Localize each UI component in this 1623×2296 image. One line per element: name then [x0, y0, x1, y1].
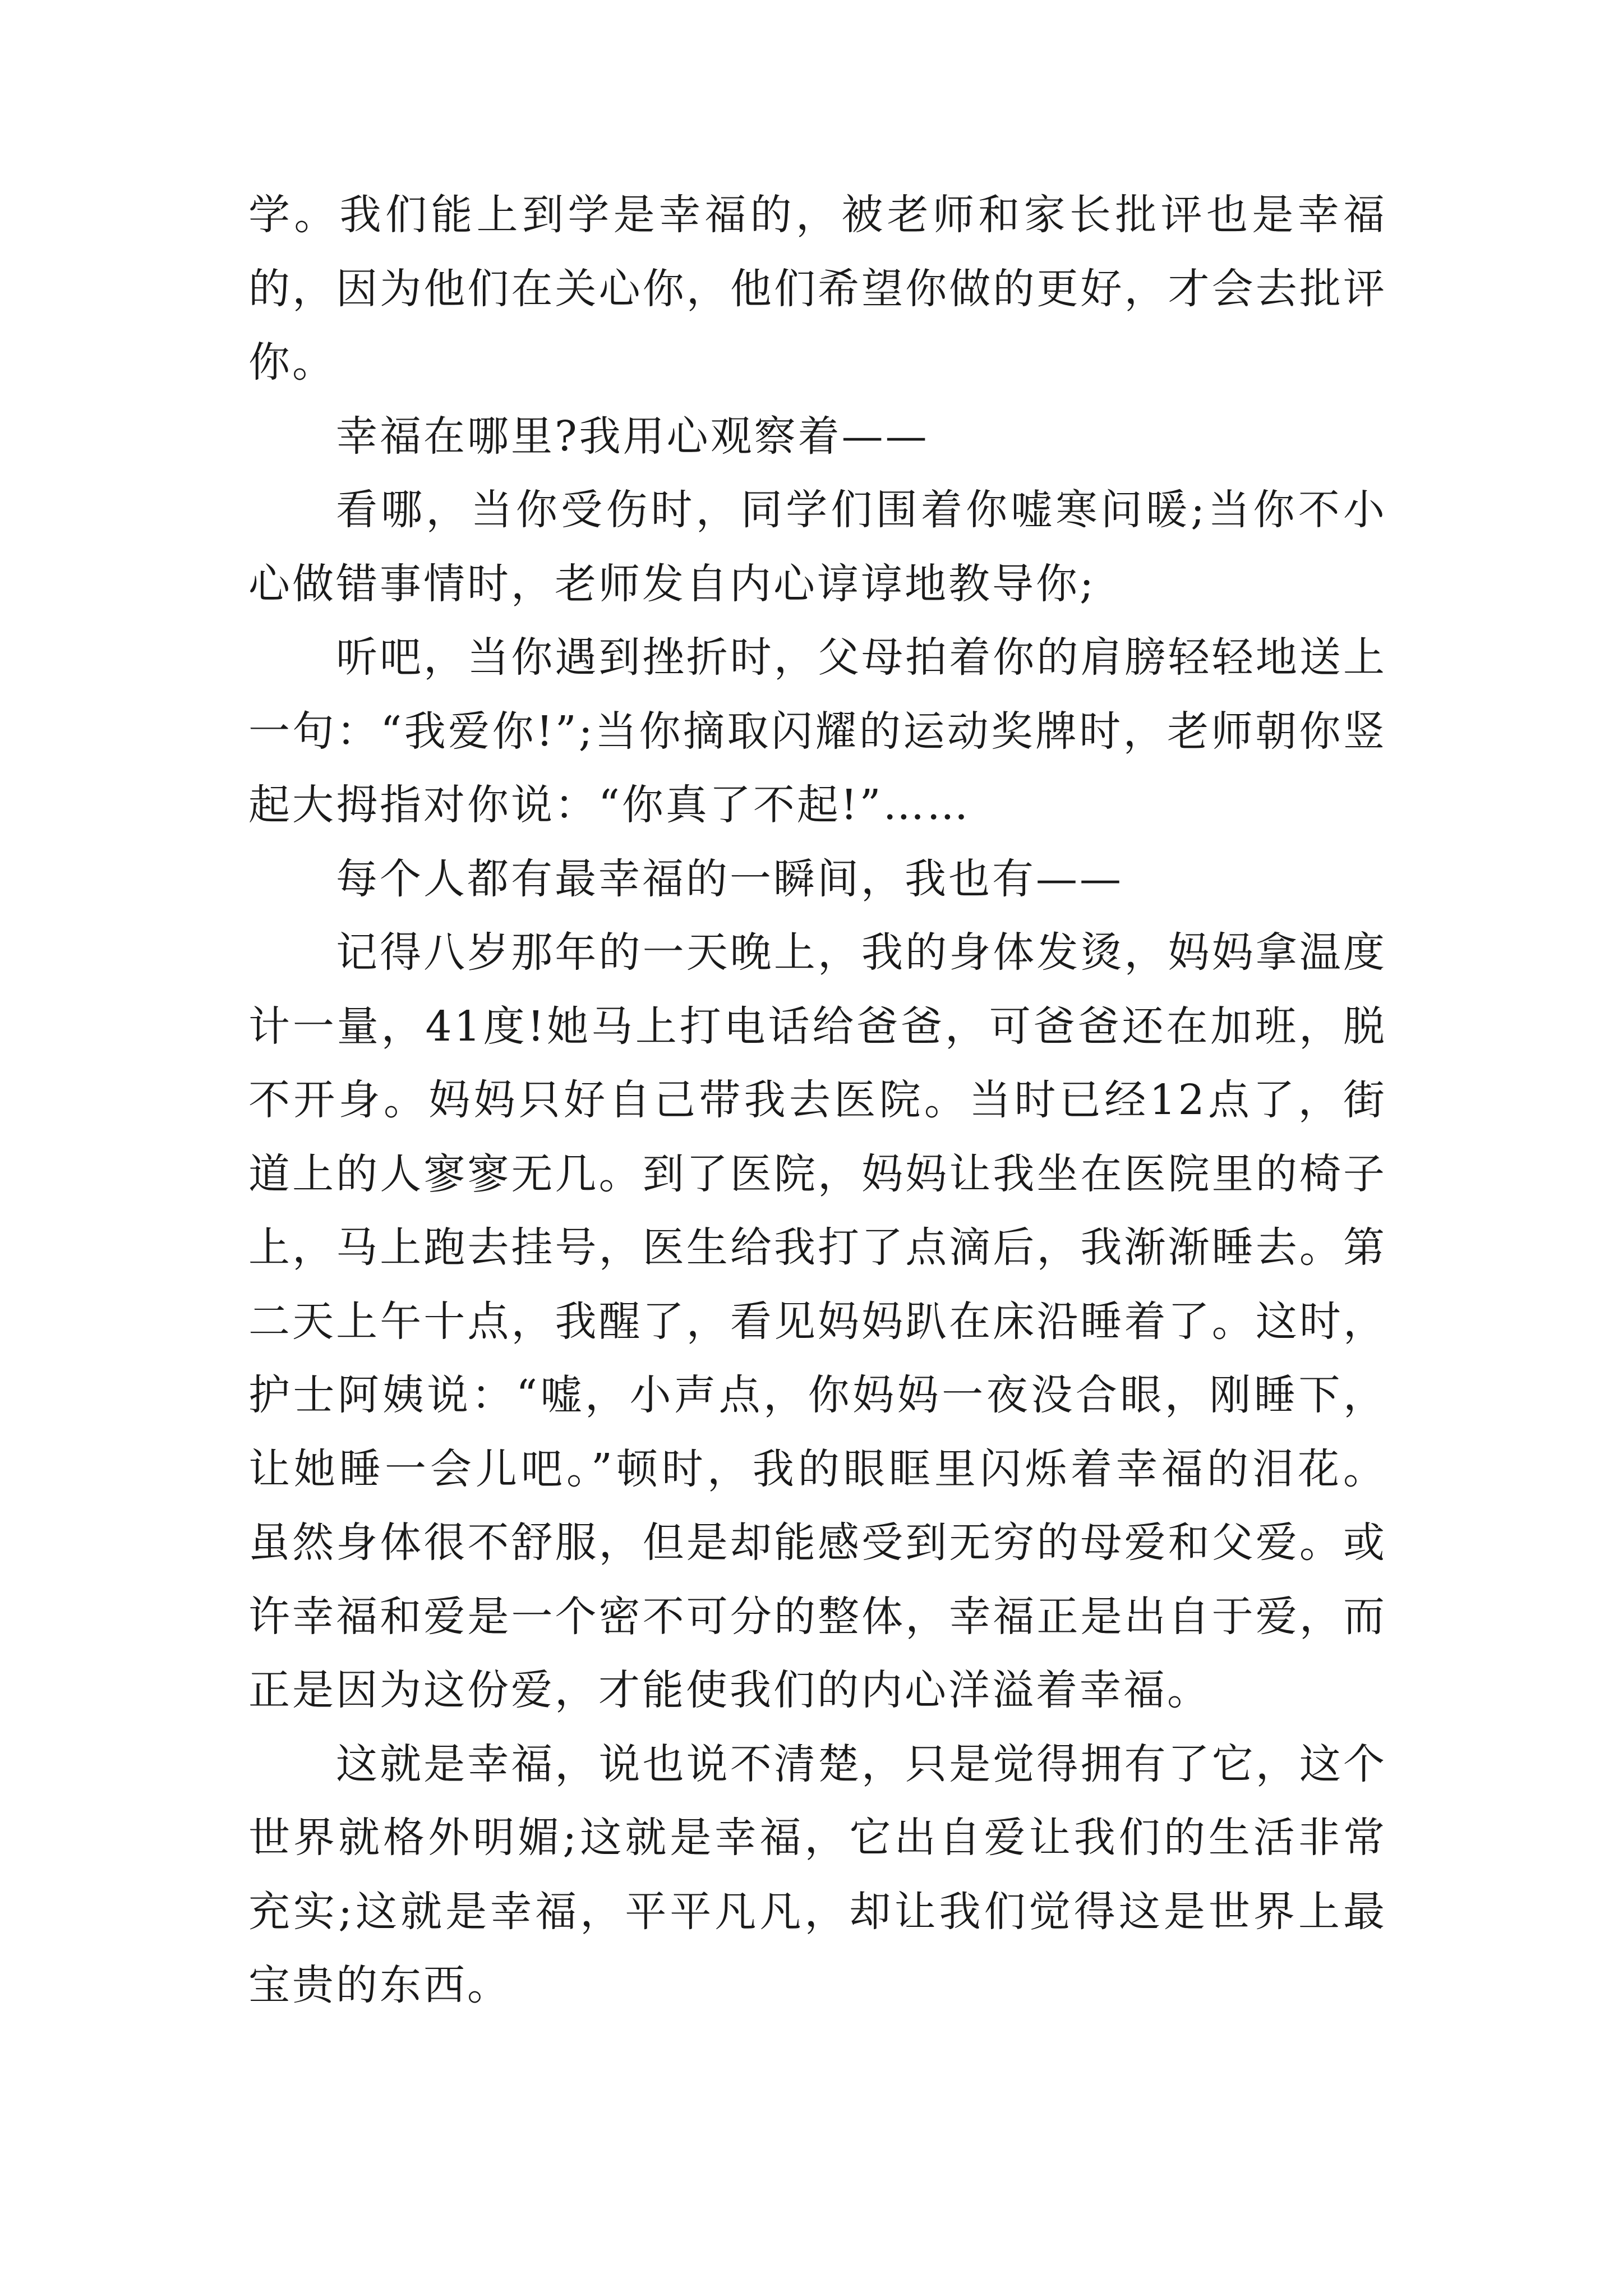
- paragraph-7: 这就是幸福，说也说不清楚，只是觉得拥有了它，这个世界就格外明媚;这就是幸福，它出自爱让我们的生活非常充实;这就是幸福，平平凡凡，却让我们觉得这是世界上最宝贵的东西。: [248, 1740, 1387, 2009]
- paragraph-4: 听吧，当你遇到挫折时，父母拍着你的肩膀轻轻地送上一句：“我爱你!”;当你摘取闪耀的运动奖牌时，老师朝你竖起大拇指对你说：“你真了不起!”……: [248, 633, 1387, 829]
- paragraph-3: 看哪，当你受伤时，同学们围着你嘘寒问暖;当你不小心做错事情时，老师发自内心谆谆地教导你;: [248, 486, 1387, 608]
- paragraph-2: 幸福在哪里?我用心观察着——: [336, 412, 929, 461]
- article-body: [248, 178, 1387, 2023]
- paragraph-5: 每个人都有最幸福的一瞬间，我也有——: [336, 854, 1123, 903]
- paragraph-6: 记得八岁那年的一天晚上，我的身体发烫，妈妈拿温度计一量，41度!她马上打电话给爸爸，可爸爸还在加班，脱不开身。妈妈只好自己带我去医院。当时已经12点了，街道上的人寥寥无几。到了医院，妈妈让我坐在医院里的椅子上，马上跑去挂号，医生给我打了点滴后，我渐渐睡去。第二天上午十点，我醒了，看见妈妈趴在床沿睡着了。这时，护士阿姨说：“嘘，小声点，你妈妈一夜没合眼，刚睡下，让她睡一会儿吧。”顿时，我的眼眶里闪烁着幸福的泪花。虽然身体很不舒服，但是却能感受到无穷的母爱和父爱。或许幸福和爱是一个密不可分的整体，幸福正是出自于爱，而正是因为这份爱，才能使我们的内心洋溢着幸福。: [248, 928, 1387, 1714]
- paragraph-1: 学。我们能上到学是幸福的，被老师和家长批评也是幸福的，因为他们在关心你，他们希望你做的更好，才会去批评你。: [248, 191, 1387, 386]
